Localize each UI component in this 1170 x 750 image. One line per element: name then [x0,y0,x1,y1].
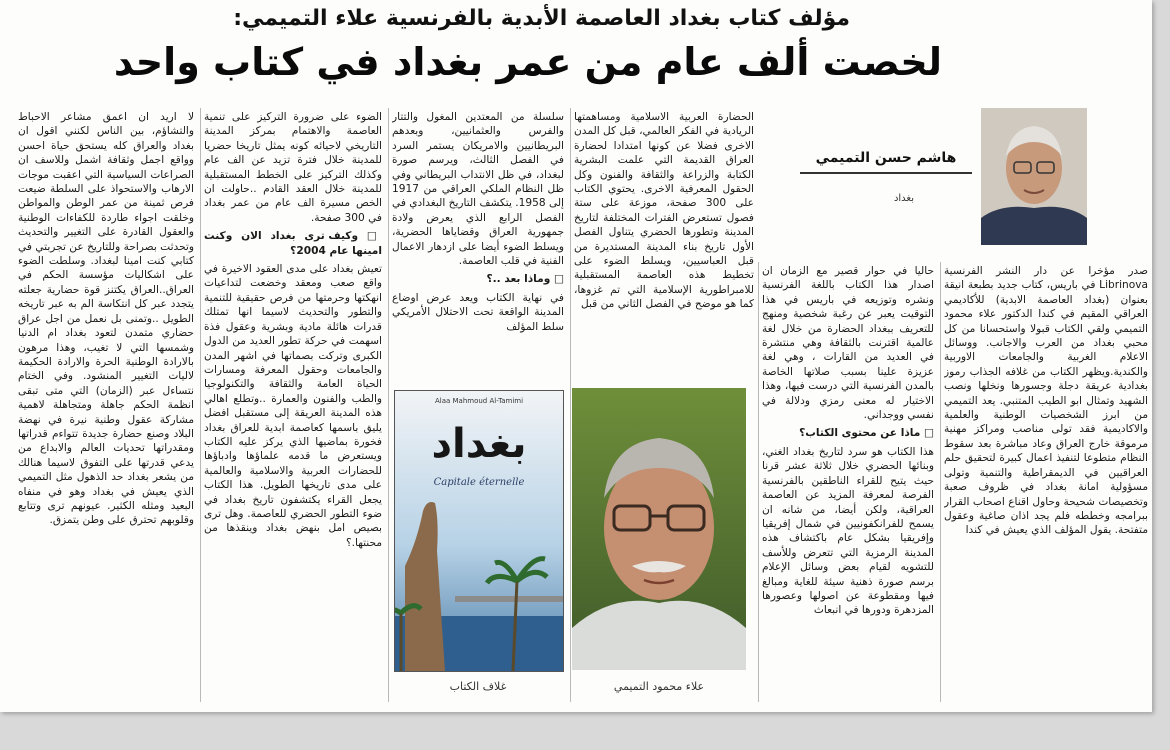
book-cover-author: Alaa Mahmoud Al-Tamimi [434,397,524,405]
column-divider [200,108,201,702]
paragraph: الحضارة العربية الاسلامية ومساهمتها الريادية في الفكر العالمي، قبل كل المدن الاخرى فضلا عن كونها امتدادا لحضارة العراق القديمة التي علمت البشرية الكتابة والزراعة والثقافة والفنون وكل الحقول المعرفية الاخرى. يحتوي الكتاب على 300 صفحة، موزعة على ستة فصول تستعرض الفترات المختلفة لتاريخ المدينة وتطورها الحضري يتناول الفصل الأول تاريخ بناء المدينة المستديرة من قبل العباسيين، ويسلط الضوء على تخطيط هذه العاصمة المستقبلية للامبراطورية الإسلامية التي تم غزوها، كما هو موضح في الفصل الثاني من قبل [574,111,754,311]
byline-city: بغداد [893,193,915,204]
question-heading: □ وكيف ترى بغداد الان وكنت امينها عام 2004؟ [204,230,382,257]
article-column-4 [392,110,564,382]
book-cover [394,390,564,672]
paragraph: هذا الكتاب هو سرد لتاريخ بغداد الغني، وبنائها الحضري خلال ثلاثة عشر قرنا حيث يتيح للقراء الناطقين بالفرنسية الفرصة لمعرفة المزيد عن العاصمة العراقية، ولكن أيضا، من شانه ان يسمح للفرانكفونيين في شمال إفريقيا وإفريقيا بشكل عام باكتشاف هذه المدينة الرمزية التي تتعرض وللأسف للتشويه لقيام بعض وسائل الإعلام برسم صورة ذهنية سيئة للغاية ومبالغ فيها ومقطوعة عن اصولها وعصورها المزدهرة ودورها في انبعاث [762,445,934,617]
question-text: وكيف ترى بغداد الان وكنت امينها عام 2004؟ [204,230,382,257]
byline-author: هاشم حسن التميمي [800,150,972,174]
paragraph: في نهاية الكتاب ويعد عرض اوضاع المدينة الواقعة تحت الاحتلال الأمريكي سلط المؤلف [392,291,564,333]
paragraph: الضوء على ضرورة التركيز على تنمية العاصمة والاهتمام بمركز المدينة التاريخي لاحيائه كونه يمثل تاريخا حضريا للمدينة خلال فترة تزيد عن الف عام وكذلك التركيز على الخطط المستقبلية للمدينة خلال العقد القادم ..حاولت ان الخص مسيرة الف عام من عمر بغداد في 300 صفحة. [204,111,382,224]
book-cover-title: بغداد [431,421,527,467]
article-column-5 [204,110,382,704]
article-column-1 [944,264,1148,704]
portrait-image [981,108,1087,245]
column-divider [388,108,389,702]
paragraph: سلسلة من المعتدين المغول والتتار والفرس والعثمانيين، وبعدهم البريطانيين والامريكان يستمر السرد في الفصل الثالث، ويرسم صورة لبغداد، في ظل الانتداب البريطاني وفي ظل النظام الملكي العراقي من 1917 إلى 1958. يتكشف التاريخ البغدادي في الفصل الرابع الذي يعرض ولادة جمهورية العراق وقضاياها الحضرية، ويسلط الضوء أيضا على ازدهار الاعمال الفنية في قلب العاصمة. [392,111,564,268]
column-divider [758,262,759,702]
question-heading: □ وماذا بعد ..؟ [486,273,564,286]
article-column-3 [574,110,754,382]
paragraph: تعيش بغداد على مدى العقود الاخيرة في واقع صعب ومعقد وخضعت لتداعيات انهكتها وحرمتها من فرص حقيقية للتنمية والتطور والتحديث لاسيما انها تمتلك قدرات هائلة مادية وبشرية وعقول فذة اسهمت في حركة تطور العديد من الدول الكبرى وتركت بصماتها في اشهر المدن والجامعات وحقول المعرفة ومسارات الحياة العامة والثقافة والتكنولوجيا والطب والفنون والعمارة ..وتطلع اهالي هذه المدينة العريقة إلى مستقبل افضل يليق باسمها كعاصمة ابدية للعراق بغداد فخورة بماضيها الذي يركز عليه الكتاب ويستعرض ما قدمه علماؤها وادباؤها للحضارات العربية والاسلامية والعالمية على مدى تاريخها الطويل. هذا الكتاب يجعل القراء يكتشفون تاريخ بغداد في ضوء التطور الحضري للعاصمة. وهل ترى بصيص امل بنهض بغداد وينقذها من محنتها.؟ [204,263,382,549]
column-divider [570,108,571,702]
question-heading: □ ماذا عن محتوى الكتاب؟ [799,427,934,440]
book-cover-subtitle: Capitale éternelle [433,477,525,488]
article-kicker: مؤلف كتاب بغداد العاصمة الأبدية بالفرنسية علاء التميمي: [233,6,850,31]
article-column-6 [18,110,194,704]
question-text: وماذا بعد ..؟ [486,273,551,286]
column-divider [940,262,941,702]
byline-photo [981,108,1087,245]
article-headline: لخصت ألف عام من عمر بغداد في كتاب واحد [113,40,942,84]
author-portrait-image [572,388,746,670]
paragraph: صدر مؤخرا عن دار النشر الفرنسية Librinova في باريس، كتاب جديد بطبعة انيقة بعنوان (بغداد العاصمة الابدية) للأكاديمي العراقي المقيم في كندا الدكتور علاء محمود التميمي ولقي الكتاب قبولا واستحسانا من كل محبي بغداد من العرب والاجانب. ووسائل الاعلام الغربية والجامعات الاوربية والكندية.ويظهر الكتاب من غلافه الجذاب رموز بغدادية عريقة دجلة وجسورها ونخلها ونصب الشهيد وتمثال ابو الطيب المتنبي. يعد التميمي من ابرز الشخصيات الوطنية والعلمية والاكاديمية فقد تولى مناصب ومراكز مهنية مرموقة خارج العراق وعاد مباشرة بعد سقوط النظام متطوعا لتنفيذ اعمال كبيرة لتحقيق حلم العراقيين في الديمقراطية والتنمية وتولى مسؤولية امانة بغداد في ظروف صعبة وتخصيصات شحيحة وحاول اقناع اصحاب القرار ببرامجه وخططه فلم يجد اذان صاغية وعقول متفتحة. يقول المؤلف الذي يعيش في كندا [944,265,1148,537]
author-photo [572,388,746,670]
article-column-2 [762,264,934,704]
paragraph: حاليا في حوار قصير مع الزمان ان اصدار هذا الكتاب باللغة الفرنسية ونشره وتوزيعه في باريس في هذا التوقيت يعبر عن رغبة شخصية ومنهج للتعريف ببغداد الحضارة من خلال لغة عالمية اقترنت بالثقافة وهي منتشرة في العديد من القارات ، وهي لغة عزيزة علينا بسبب صلاتها الخاصة بالمدن الفرنسية التي درست فيها، وهذا الاختيار له معنى رمزي ودلالة في نفسي ووجداني. [762,265,934,422]
book-cover-caption: غلاف الكتاب [449,680,507,693]
paragraph: لا اريد ان اعمق مشاعر الاحباط والتشاؤم، بين الناس لكنني اقول ان بغداد والعراق كله يستحق حياة احسن وواقع اجمل وثقافة اشمل وللاسف ان الصراعات السياسية التي اعقبت موجات الارهاب والاستحواذ على السلطة ضيعت فرص ثمينة من عمر الوطن والمواطن وخلقت اجواء طاردة للكفاءات الوطنية والعقول القادرة على التغيير والتحديث وتحدثت بصراحة وللتاريخ عن تجربتي في كتابي كنت امينا لبغداد. وسلطت الضوء على اشكاليات مؤسسة الحكم في العراق..العراق يكتنز قوة حضارية جعلته يتجدد عبر كل انتكاسة الم به عبر تاريخه الطويل ..وتمنى بل نعمل من اجل عراق حضاري متمدن لتعود بغداد ام الدنيا وشمسها التي لا تغيب، وهذا مرهون بالارادة الوطنية الحرة والارادة الحكيمة لاليات التغيير المنشود. وفي الختام نتساءل عبر (الزمان) التي متى تبقى انظمة الحكم جاهلة ومتجاهلة لاهمية مشاركة عقول وطنية نيرة في نهضة البلاد وصنع حضارة جديدة تتواءم قدراتها ومقدراتها تحديات العالم والابداع من يدعي قدرتها على التفوق لاسيما هنالك من يشعر بغداد حد الذهول مثل التميمي الذي يعيش في بغداد وهو في منفاه البعيد ومثله الكثير. عيونهم ترى وتتابع وقلوبهم تحترق على وطن يتمزق. [18,111,194,527]
author-photo-caption: علاء محمود التميمي [613,680,705,693]
question-text: ماذا عن محتوى الكتاب؟ [799,427,921,440]
